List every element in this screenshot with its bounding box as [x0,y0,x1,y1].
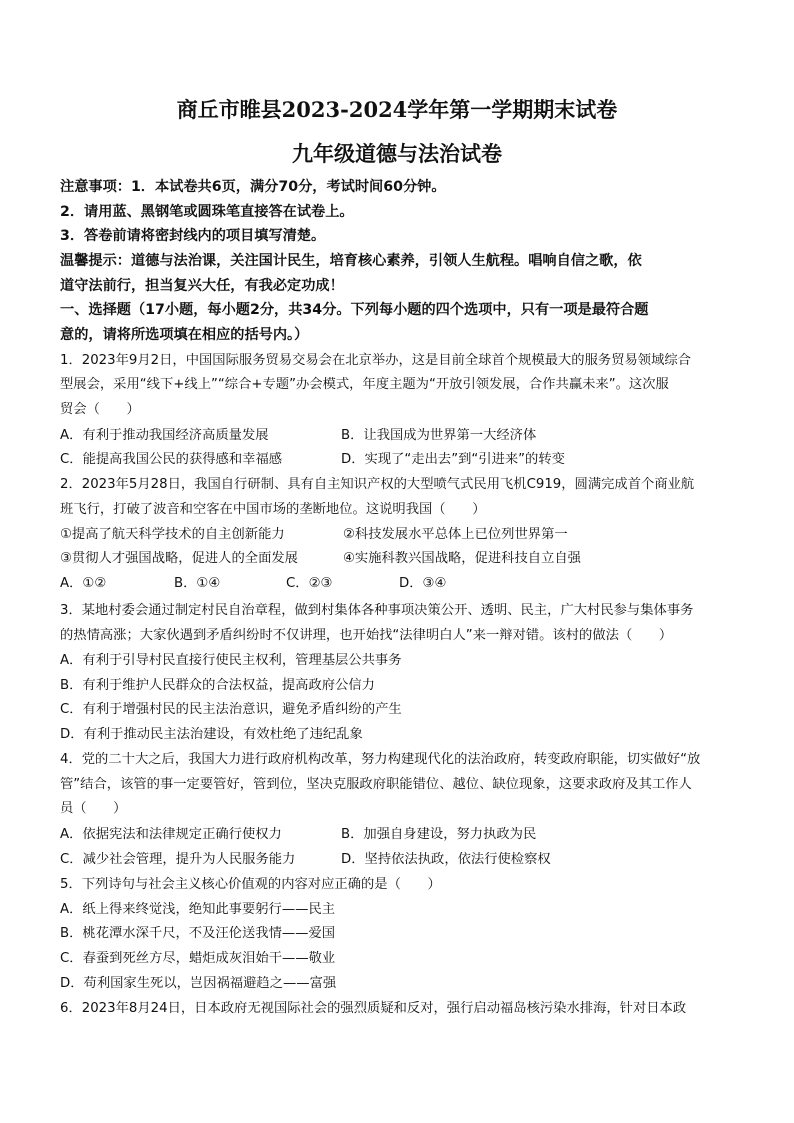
q1-stem-line-2: 型展会，采用“线下+线上”“综合+专题”办会模式，年度主题为“开放引领发展，合作共赢未来”。这次服 [60,377,669,392]
q6-stem-line-1: 6．2023年8月24日，日本政府无视国际社会的强烈质疑和反对，强行启动福岛核污染水排海，针对日本政 [60,1001,687,1016]
notice-line-3: 3．答卷前请将密封线内的项目填写清楚。 [60,228,326,244]
exam-subtitle: 九年级道德与法治试卷 [292,141,502,166]
tip-line-1: 温馨提示：道德与法治课，关注国计民生，培育核心素养，引领人生航程。唱响自信之歌，依 [60,253,642,269]
tip-line-2: 道守法前行，担当复兴大任，有我必定功成！ [60,278,344,294]
q2-stem-line-1: 2．2023年5月28日，我国自行研制、具有自主知识产权的大型喷气式民用飞机C919，圆满完成首个商业航 [60,477,695,492]
q3-option-a: A．有利于引导村民直接行使民主权利，管理基层公共事务 [60,653,402,668]
q4-stem-line-2: 管”结合，该管的事一定要管好，管到位，坚决克服政府职能错位、越位、缺位现象，这要求政府及其工作人 [60,777,692,792]
q5-option-b: B．桃花潭水深千尺，不及汪伦送我情——爱国 [60,926,336,941]
q5-option-c: C．春蚕到死丝方尽，蜡炬成灰泪始干——敬业 [60,951,336,966]
q1-stem-line-3: 贸会（ ） [60,402,140,417]
q2-option-c: C．②③ [286,576,333,591]
q4-option-c: C．减少社会管理，提升为人民服务能力 [60,852,296,867]
q1-option-b: B．让我国成为世界第一大经济体 [341,428,537,443]
notice-line-1: 注意事项：1．本试卷共6页，满分70分，考试时间60分钟。 [60,179,446,195]
q2-statement-3: ③贯彻人才强国战略，促进人的全面发展 [60,551,298,566]
q3-stem-line-1: 3．某地村委会通过制定村民自治章程，做到村集体各种事项决策公开、透明、民主，广大村民参与集体事务 [60,603,694,618]
q3-option-c: C．有利于增强村民的民主法治意识，避免矛盾纠纷的产生 [60,702,402,717]
q4-stem-line-1: 4．党的二十大之后，我国大力进行政府机构改革，努力构建现代化的法治政府，转变政府职能，切实做好“放 [60,752,701,767]
notice-line-2: 2．请用蓝、黑钢笔或圆珠笔直接答在试卷上。 [60,204,354,220]
q2-option-b: B．①④ [174,576,221,591]
q5-stem-line-1: 5．下列诗句与社会主义核心价值观的内容对应正确的是（ ） [60,877,441,892]
q3-option-b: B．有利于维护人民群众的合法权益，提高政府公信力 [60,678,375,693]
q2-statement-4: ④实施科教兴国战略，促进科技自立自强 [343,551,581,566]
q2-statement-1: ①提高了航天科学技术的自主创新能力 [60,527,285,542]
q2-statement-2: ②科技发展水平总体上已位列世界第一 [343,527,568,542]
q4-option-b: B．加强自身建设，努力执政为民 [341,827,537,842]
q1-stem-line-1: 1．2023年9月2日，中国国际服务贸易交易会在北京举办，这是目前全球首个规模最大的服务贸易领域综合 [60,353,691,368]
q3-stem-line-2: 的热情高涨；大家伙遇到矛盾纠纷时不仅讲理，也开始找“法律明白人”来一辩对错。该村的做法（ ） [60,628,673,643]
q2-option-d: D．③④ [399,576,447,591]
q4-stem-line-3: 员（ ） [60,801,127,816]
q2-stem-line-2: 班飞行，打破了波音和空客在中国市场的垄断地位。这说明我国（ ） [60,502,486,517]
section-heading-2: 意的，请将所选项填在相应的括号内。） [60,327,309,343]
q1-option-a: A．有利于推动我国经济高质量发展 [60,428,269,443]
q1-option-c: C．能提高我国公民的获得感和幸福感 [60,452,283,467]
q4-option-a: A．依据宪法和法律规定正确行使权力 [60,827,282,842]
q4-option-d: D．坚持依法执政，依法行使检察权 [341,852,551,867]
q5-option-a: A．纸上得来终觉浅，绝知此事要躬行——民主 [60,902,336,917]
q1-option-d: D．实现了“走出去”到“引进来”的转变 [341,452,565,467]
exam-title: 商丘市睢县2023-2024学年第一学期期末试卷 [176,97,618,122]
q3-option-d: D．有利于推动民主法治建设，有效杜绝了违纪乱象 [60,727,363,742]
q5-option-d: D．苟利国家生死以，岂因祸福避趋之——富强 [60,976,337,991]
q2-option-a: A．①② [60,576,107,591]
section-heading-1: 一、选择题（17小题，每小题2分，共34分。下列每小题的四个选项中，只有一项是最符合题 [60,302,649,318]
